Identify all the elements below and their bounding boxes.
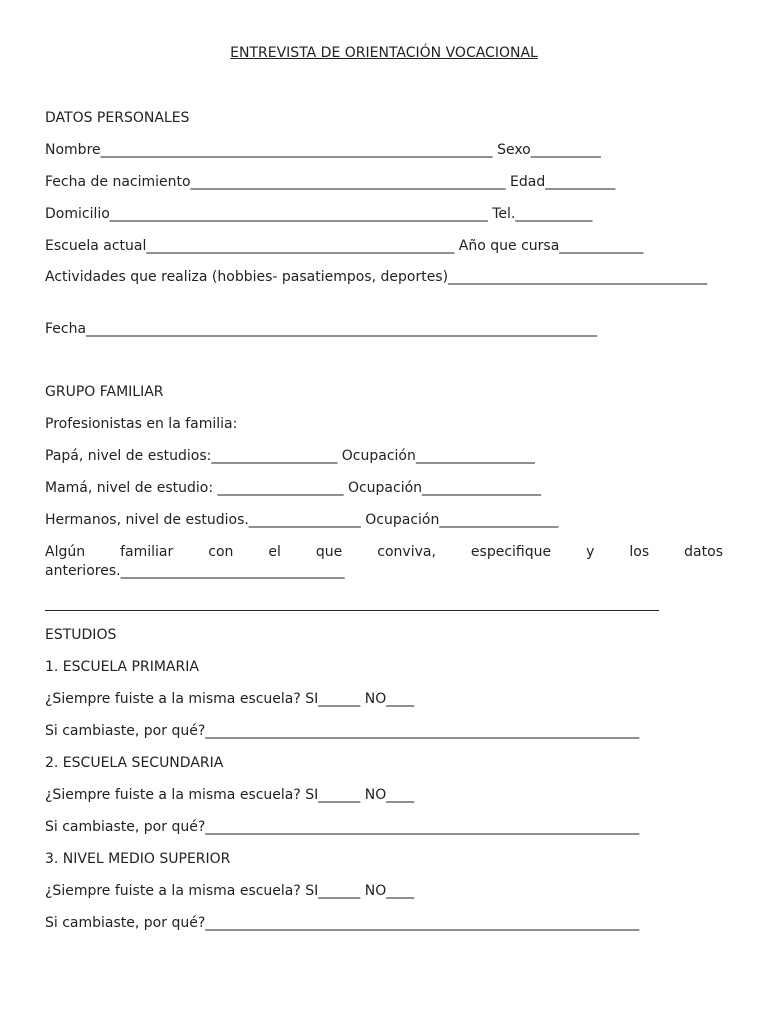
nombre-field: Nombre________________________________________________________ Sexo__________ — [45, 142, 601, 158]
actividades-field: Actividades que realiza (hobbies- pasatiempos, deportes)_____________________________________ — [45, 269, 708, 285]
secundaria-question: ¿Siempre fuiste a la misma escuela? SI______ NO____ — [45, 787, 415, 803]
escuela-actual-field: Escuela actual____________________________________________ Año que cursa____________ — [45, 238, 644, 254]
medio-reason-field: Si cambiaste, por qué?______________________________________________________________ — [45, 915, 640, 931]
medio-question: ¿Siempre fuiste a la misma escuela? SI______ NO____ — [45, 883, 415, 899]
papa-field: Papá, nivel de estudios:__________________ Ocupación_________________ — [45, 448, 535, 464]
algun-familiar-field: Algún familiar con el que conviva, especifique y los datos anteriores.________________________________ — [45, 544, 723, 579]
blank-answer-line — [45, 596, 659, 611]
fecha-field: Fecha_________________________________________________________________________ — [45, 321, 598, 337]
personal-heading: DATOS PERSONALES — [45, 110, 190, 126]
fecha-nacimiento-field: Fecha de nacimiento_____________________________________________ Edad__________ — [45, 174, 616, 190]
mama-field: Mamá, nivel de estudio: __________________ Ocupación_________________ — [45, 480, 542, 496]
medio-heading: 3. NIVEL MEDIO SUPERIOR — [45, 851, 231, 867]
familia-heading: GRUPO FAMILIAR — [45, 384, 164, 400]
primaria-reason-field: Si cambiaste, por qué?______________________________________________________________ — [45, 723, 640, 739]
primaria-heading: 1. ESCUELA PRIMARIA — [45, 659, 199, 675]
hermanos-field: Hermanos, nivel de estudios.________________ Ocupación_________________ — [45, 512, 559, 528]
document-page — [45, 0, 723, 1024]
profesionistas-label: Profesionistas en la familia: — [45, 416, 238, 432]
secundaria-heading: 2. ESCUELA SECUNDARIA — [45, 755, 224, 771]
secundaria-reason-field: Si cambiaste, por qué?______________________________________________________________ — [45, 819, 640, 835]
page-title: ENTREVISTA DE ORIENTACIÓN VOCACIONAL — [230, 45, 538, 61]
estudios-heading: ESTUDIOS — [45, 627, 117, 643]
domicilio-field: Domicilio______________________________________________________ Tel.___________ — [45, 206, 593, 222]
primaria-question: ¿Siempre fuiste a la misma escuela? SI______ NO____ — [45, 691, 415, 707]
